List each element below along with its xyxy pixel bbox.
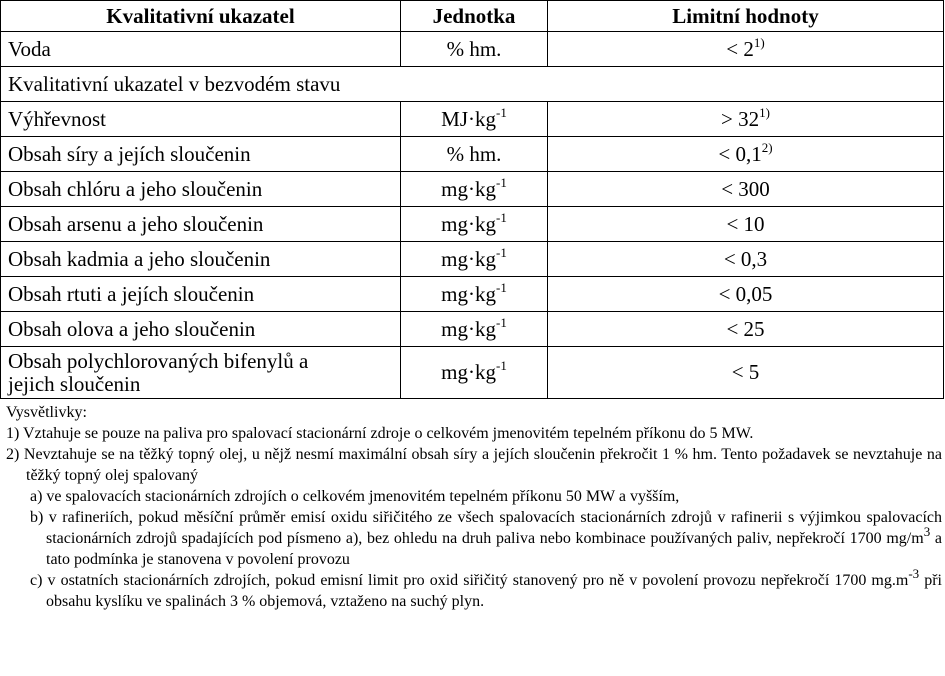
- footnote-2: 2) Nevztahuje se na těžký topný olej, u nějž nesmí maximální obsah síry a jejích sloučenin překročit 1 % hm. Tento požadavek se nevztahuje na těžký topný olej spalovaný: [6, 446, 942, 484]
- table-row: [1, 172, 944, 207]
- row-name: Výhřevnost: [1, 102, 401, 137]
- footnote-ref: 1): [753, 34, 765, 50]
- footnote-2b: b) v rafineriích, pokud měsíční průměr emisí oxidu siřičitého ze všech spalovacích stacionárních zdrojů v rafinerii s výjimkou spalovacích stacionárních zdrojů spadajících pod písmeno a), bez ohledu na druh paliva nebo kombinace používaných paliv, nepřekročí 1700 $mg/m^3$ a tato podmínka je stanovena v povolení provozu: [30, 509, 942, 568]
- row-name: Obsah chlóru a jeho sloučenin: [1, 172, 401, 207]
- table-row: [1, 32, 944, 67]
- row-limit: < $2^{1)}$: [548, 32, 944, 67]
- header-unit: Jednotka: [401, 1, 548, 32]
- footnote-ref: 1): [759, 104, 770, 120]
- row-limit: < $0,1^{2)}$: [548, 137, 944, 172]
- row-limit: < 0,05: [548, 277, 944, 312]
- row-name: Obsah rtuti a jejích sloučenin: [1, 277, 401, 312]
- row-name: Obsah kadmia a jeho sloučenin: [1, 242, 401, 277]
- row-name: Obsah arsenu a jeho sloučenin: [1, 207, 401, 242]
- footnote-1: 1) Vztahuje se pouze na paliva pro spalovací stacionární zdroje o celkovém jmenovitém tepelném příkonu do 5 MW.: [6, 425, 754, 442]
- table-row: [1, 102, 944, 137]
- section-row: [1, 67, 944, 102]
- row-name: Obsah síry a jejích sloučenin: [1, 137, 401, 172]
- footnote-ref: 2): [761, 139, 773, 155]
- footnotes: [6, 402, 942, 612]
- footnote-2c: c) v ostatních stacionárních zdrojích, pokud emisní limit pro oxid siřičitý stanovený pro ně v povolení provozu nepřekročí 1700 $mg.m^{-3}$ při obsahu kyslíku ve spalinách 3 % objemová, vztaženo na suchý plyn.: [30, 565, 942, 610]
- header-limit: Limitní hodnoty: [548, 1, 944, 32]
- table-row: [1, 207, 944, 242]
- row-name: Obsah olova a jeho sloučenin: [1, 312, 401, 347]
- table-row: [1, 277, 944, 312]
- table-header-row: [1, 1, 944, 32]
- row-limit: < 0,3: [548, 242, 944, 277]
- table-row: [1, 137, 944, 172]
- row-unit: $mg\cdot kg^{-1}$: [401, 242, 548, 277]
- row-unit: $mg\cdot kg^{-1}$: [401, 277, 548, 312]
- row-name: Obsah polychlorovaných bifenylů a jejich sloučenin: [1, 347, 401, 399]
- table-row: [1, 347, 944, 399]
- row-unit: $mg\cdot kg^{-1}$: [401, 172, 548, 207]
- header-indicator: Kvalitativní ukazatel: [1, 1, 401, 32]
- row-unit: % hm.: [401, 32, 548, 67]
- row-unit: $mg\cdot kg^{-1}$: [401, 207, 548, 242]
- row-limit: < 10: [548, 207, 944, 242]
- row-limit: < 5: [548, 347, 944, 399]
- table-row: [1, 312, 944, 347]
- notes-heading: Vysvětlivky:: [6, 404, 87, 421]
- row-limit: < 25: [548, 312, 944, 347]
- row-unit: % hm.: [401, 137, 548, 172]
- section-label: Kvalitativní ukazatel v bezvodém stavu: [1, 67, 944, 102]
- row-unit: $MJ\cdot kg^{-1}$: [401, 102, 548, 137]
- row-limit: > $32^{1)}$: [548, 102, 944, 137]
- footnote-2a: a) ve spalovacích stacionárních zdrojích o celkovém jmenovitém tepelném příkonu 50 MW a vyšším,: [30, 488, 680, 505]
- row-unit: $mg\cdot kg^{-1}$: [401, 347, 548, 399]
- table-row: [1, 242, 944, 277]
- row-name: Voda: [1, 32, 401, 67]
- row-unit: $mg\cdot kg^{-1}$: [401, 312, 548, 347]
- row-limit: < 300: [548, 172, 944, 207]
